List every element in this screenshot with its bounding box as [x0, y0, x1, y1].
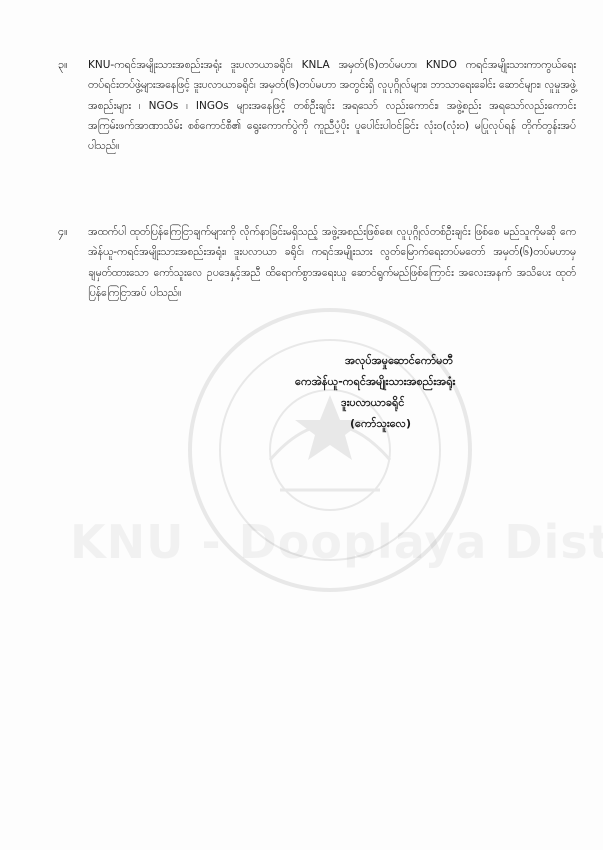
signatory-organization: ကေအဲန်ယူ-ကရင်အမျိုးသားအစည်းအရုံး — [295, 375, 456, 388]
paragraph-number: ၄။ — [58, 225, 68, 238]
signatory-region: (ကော်သူးလေ) — [350, 417, 412, 430]
district-watermark — [70, 515, 570, 569]
paragraph-3 — [58, 55, 578, 185]
signatory-district: ဒူးပလာယာခရိုင် — [341, 396, 405, 409]
paragraph-number: ၃။ — [58, 58, 68, 71]
signature-block — [295, 350, 555, 434]
paragraph-text: အထက်ပါ ထုတ်ပြန်ကြေငြာချက်များကို လိုက်နာခြင်းမရှိသည့် အဖွဲ့အစည်းဖြစ်စေ၊ လူပုဂ္ဂိုလ်တစ်ဦးချင်း ဖြစ်စေ မည်သူကိုမဆို ကေအဲန်ယူ-ကရင်အမျိုးသားအစည်းအရုံး၊ ဒူးပလာယာ ခရိုင်၊ ကရင်အမျိုးသား လွတ်မြောက်ရေးတပ်မတော် အမှတ်(၆)တပ်မဟာမှ ချမှတ်ထားသော ကော်သူးလေ ဥပဒေနှင့်အညီ ထိရောက်စွာအရေးယူ ဆောင်ရွက်မည်ဖြစ်ကြောင်း အလေးအနက် အသိပေး ထုတ်ပြန်ကြေငြာအပ် ပါသည်။ — [88, 226, 576, 299]
paragraph-text: KNU-ကရင်အမျိုးသားအစည်းအရုံး ဒူးပလာယာခရိုင်၊ KNLA အမှတ်(၆)တပ်မဟာ၊ KNDO ကရင်အမျိုးသားကာကွယ်ရေး တပ်ရင်းတပ်ဖွဲ့များအနေဖြင့် ဒူးပလာယာခရိုင်၊ အမှတ်(၆)တပ်မဟာ အတွင်းရှိ လူပုဂ္ဂိုလ်များ၊ ဘာသာရေးခေါင်း ဆောင်များ၊ လူမှုအဖွဲ့အစည်းများ ၊ NGOs ၊ INGOs များအနေဖြင့် တစ်ဦးချင်း အရသော် လည်းကောင်း၊ အဖွဲ့စည်း အရသော်လည်းကောင်း အကြမ်းဖက်အာဏာသိမ်း စစ်ကောင်စီ၏ ရွေးကောက်ပွဲကို ကူညီပံ့ပိုး ပူပေါင်းပါဝင်ခြင်း လုံး၀(လုံး၀) မပြုလုပ်ရန် တိုက်တွန်းအပ်ပါသည်။ — [88, 59, 576, 153]
paragraph-4 — [58, 222, 578, 332]
signatory-committee: အလုပ်အမှုဆောင်ကော်မတီ — [345, 354, 454, 367]
